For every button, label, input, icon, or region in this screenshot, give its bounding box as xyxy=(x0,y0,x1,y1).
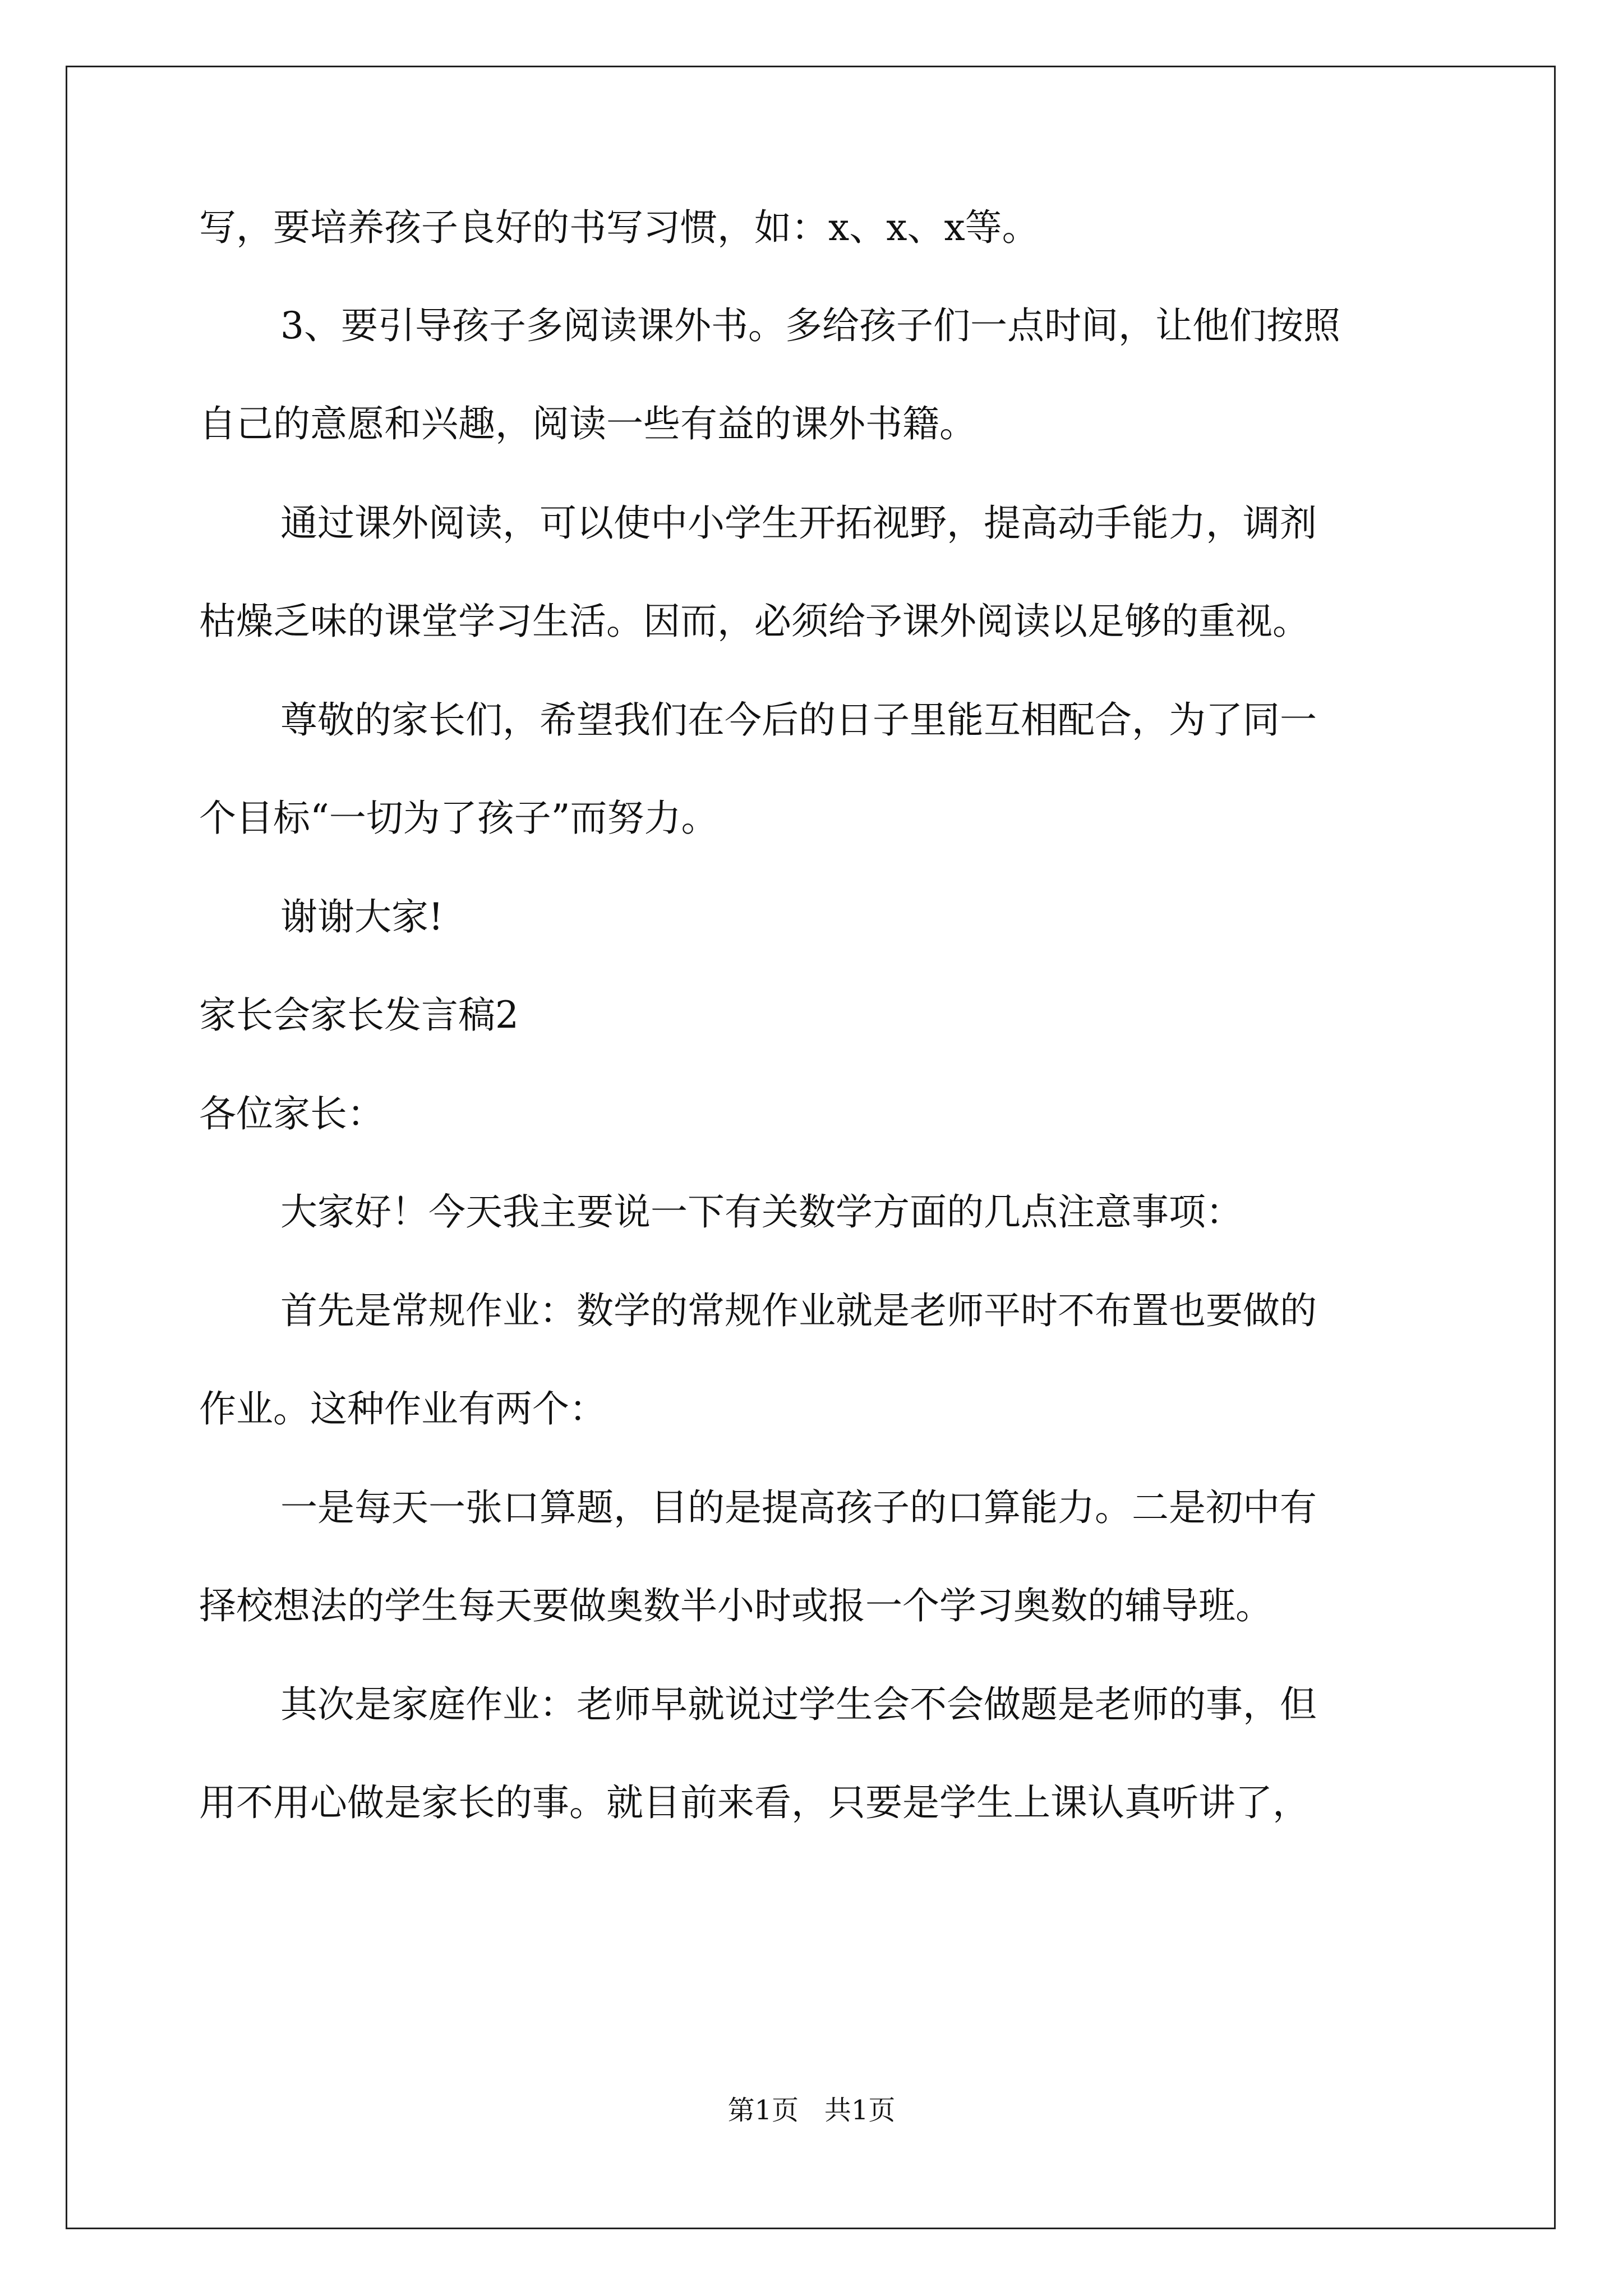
text-line: 3、要引导孩子多阅读课外书。多给孩子们一点时间，让他们按照 xyxy=(280,304,1340,347)
text-line: 用不用心做是家长的事。就目前来看，只要是学生上课认真听讲了， xyxy=(199,1781,1310,1824)
text-line: 其次是家庭作业：老师早就说过学生会不会做题是老师的事，但 xyxy=(280,1683,1317,1726)
page-border xyxy=(66,66,1556,2229)
page-number-footer: 第1页 共1页 xyxy=(727,2095,896,2126)
text-line: 枯燥乏味的课堂学习生活。因而，必须给予课外阅读以足够的重视。 xyxy=(199,600,1310,643)
text-line: 尊敬的家长们，希望我们在今后的日子里能互相配合，为了同一 xyxy=(280,698,1317,742)
salutation: 各位家长： xyxy=(199,1092,384,1135)
section-heading: 家长会家长发言稿2 xyxy=(199,993,519,1037)
text-line: 大家好！今天我主要说一下有关数学方面的几点注意事项： xyxy=(280,1190,1243,1234)
text-line: 一是每天一张口算题，目的是提高孩子的口算能力。二是初中有 xyxy=(280,1486,1317,1529)
text-line: 自己的意愿和兴趣，阅读一些有益的课外书籍。 xyxy=(199,402,976,445)
text-line: 择校想法的学生每天要做奥数半小时或报一个学习奥数的辅导班。 xyxy=(199,1584,1272,1627)
text-line: 作业。这种作业有两个： xyxy=(199,1387,606,1430)
text-line: 通过课外阅读，可以使中小学生开拓视野，提高动手能力，调剂 xyxy=(280,501,1317,545)
text-line: 写，要培养孩子良好的书写习惯，如：x、x、x等。 xyxy=(199,206,1039,249)
text-line: 谢谢大家! xyxy=(280,895,444,938)
text-line: 首先是常规作业：数学的常规作业就是老师平时不布置也要做的 xyxy=(280,1289,1317,1332)
text-line: 个目标“一切为了孩子”而努力。 xyxy=(199,797,718,840)
